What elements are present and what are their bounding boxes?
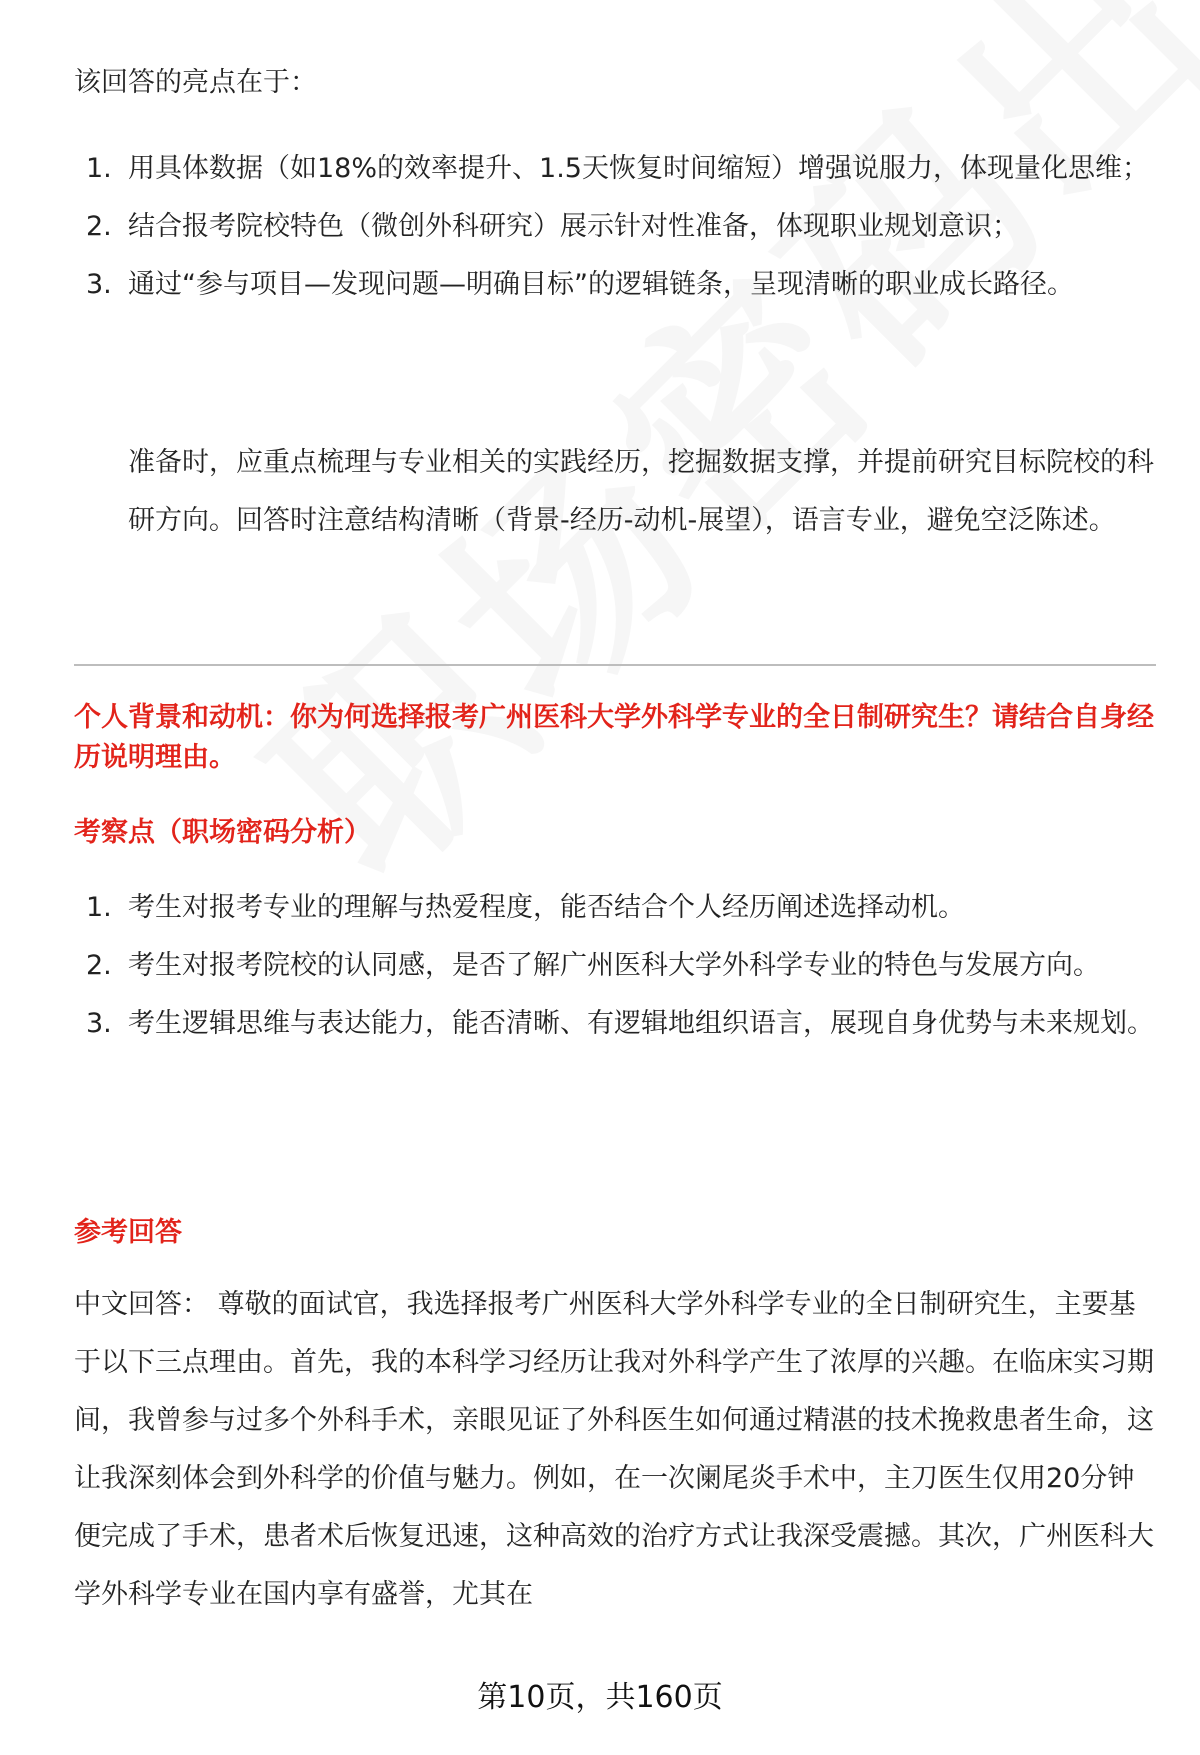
list-item <box>74 140 1154 198</box>
list-item-text: 考生逻辑思维与表达能力，能否清晰、有逻辑地组织语言，展现自身优势与未来规划。 <box>128 1008 1154 1039</box>
list-item <box>74 879 1154 937</box>
examine-heading: 考察点（职场密码分析） <box>74 817 371 848</box>
page-number: 第10页，共160页 <box>477 1680 723 1715</box>
answer-heading: 参考回答 <box>74 1217 182 1248</box>
intro-text: 该回答的亮点在于： <box>74 67 317 98</box>
highlights-list <box>74 140 1154 314</box>
list-item-text: 用具体数据（如18%的效率提升、1.5天恢复时间缩短）增强说服力，体现量化思维； <box>128 153 1149 184</box>
list-item-text: 结合报考院校特色（微创外科研究）展示针对性准备，体现职业规划意识； <box>128 211 1019 242</box>
list-item <box>74 256 1154 314</box>
list-item <box>74 995 1154 1053</box>
answer-text: 中文回答： 尊敬的面试官，我选择报考广州医科大学外科学专业的全日制研究生，主要基于以下三点理由。首先，我的本科学习经历让我对外科学产生了浓厚的兴趣。在临床实习期间，我曾参与过多个外科手术，亲眼见证了外科医生如何通过精湛的技术挽救患者生命，这让我深刻体会到外科学的价值与魅力。例如，在一次阑尾炎手术中，主刀医生仅用20分钟便完成了手术，患者术后恢复迅速，这种高效的治疗方式让我深受震撼。其次，广州医科大学外科学专业在国内享有盛誉，尤其在 <box>74 1289 1154 1610</box>
question-title: 个人背景和动机：你为何选择报考广州医科大学外科学专业的全日制研究生？请结合自身经历说明理由。 <box>74 702 1154 773</box>
examine-points-list <box>74 879 1154 1053</box>
section-divider <box>74 664 1156 666</box>
list-item <box>74 937 1154 995</box>
list-item-text: 通过“参与项目—发现问题—明确目标”的逻辑链条，呈现清晰的职业成长路径。 <box>128 269 1074 300</box>
prep-note: 准备时，应重点梳理与专业相关的实践经历，挖掘数据支撑，并提前研究目标院校的科研方向。回答时注意结构清晰（背景-经历-动机-展望），语言专业，避免空泛陈述。 <box>128 447 1154 536</box>
list-number: 3. <box>86 269 112 300</box>
list-number: 2. <box>86 211 112 242</box>
list-number: 3. <box>86 1008 112 1039</box>
list-item-text: 考生对报考专业的理解与热爱程度，能否结合个人经历阐述选择动机。 <box>128 892 965 923</box>
list-number: 2. <box>86 950 112 981</box>
list-item-text: 考生对报考院校的认同感，是否了解广州医科大学外科学专业的特色与发展方向。 <box>128 950 1100 981</box>
list-item <box>74 198 1154 256</box>
list-number: 1. <box>86 153 112 184</box>
list-number: 1. <box>86 892 112 923</box>
